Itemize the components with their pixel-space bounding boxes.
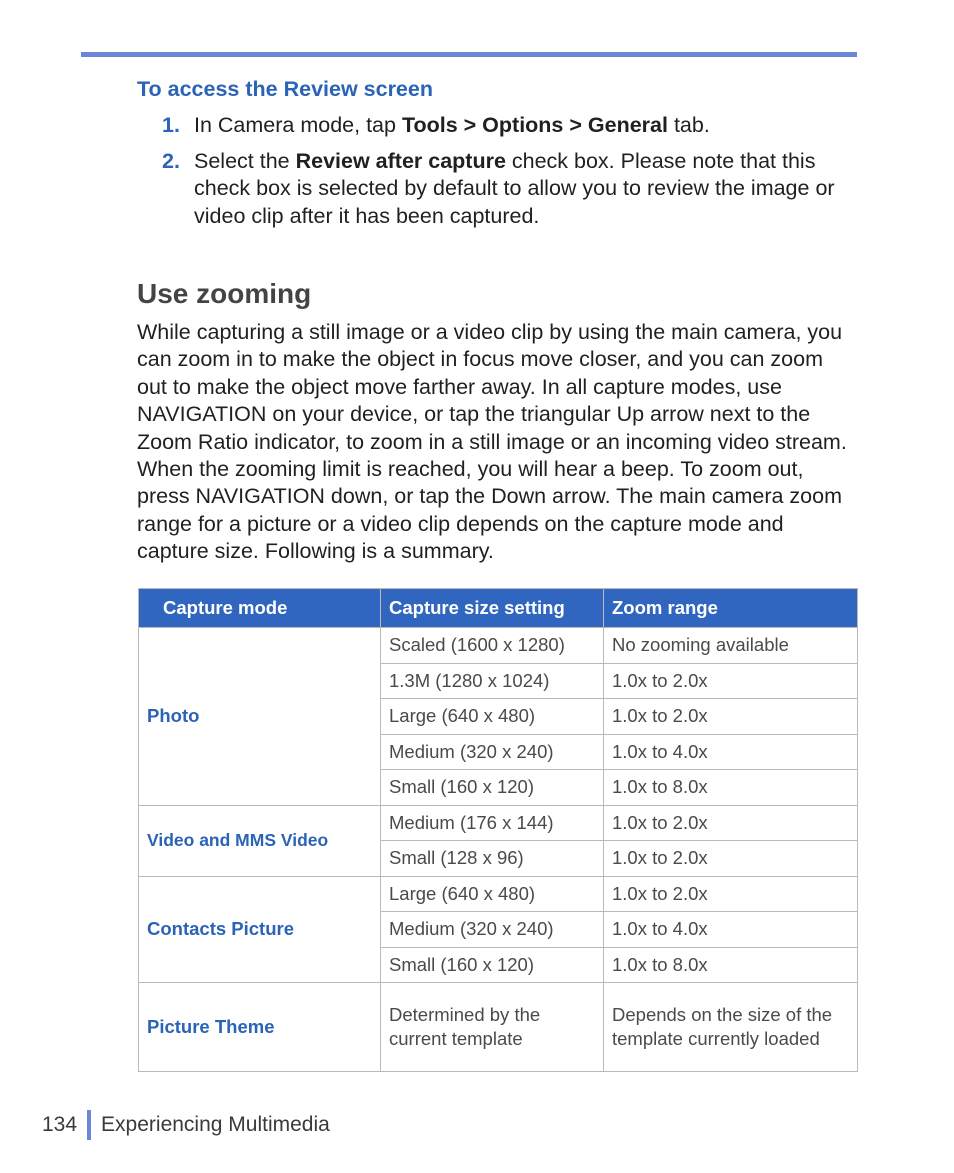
column-header: Capture size setting	[381, 589, 604, 628]
size-cell: Small (160 x 120)	[381, 947, 604, 983]
step-text: check box. Please note that this check box is selected by default to allow you to review the image or video clip after it has been captured.	[194, 148, 835, 228]
steps-list	[160, 112, 860, 238]
zoom-cell: 1.0x to 2.0x	[604, 699, 858, 735]
step-number: 2.	[162, 148, 180, 173]
table-row	[139, 983, 858, 1072]
zoom-cell: 1.0x to 4.0x	[604, 912, 858, 948]
capture-mode-cell: Contacts Picture	[139, 876, 381, 983]
step-text: tab.	[667, 113, 710, 137]
size-cell: Large (640 x 480)	[381, 699, 604, 735]
size-cell: 1.3M (1280 x 1024)	[381, 663, 604, 699]
step-bold: Tools > Options > General	[401, 113, 668, 137]
column-header: Capture mode	[139, 589, 381, 628]
zoom-cell: Depends on the size of the template currently loaded	[604, 983, 858, 1072]
top-rule	[81, 52, 857, 57]
table-row	[139, 876, 858, 912]
capture-mode-cell: Video and MMS Video	[139, 805, 381, 876]
section-title: Use zooming	[137, 278, 312, 309]
step-text: Select the	[194, 148, 296, 173]
zoom-cell: 1.0x to 2.0x	[604, 805, 858, 841]
size-cell: Small (160 x 120)	[381, 770, 604, 806]
subheading: To access the Review screen	[137, 77, 433, 101]
size-cell: Large (640 x 480)	[381, 876, 604, 912]
body-paragraph: While capturing a still image or a video clip by using the main camera, you can zoom in to make the object in focus move closer, and you can zoom out to make the object move farther away. In all capture modes, use NAVIGATION on your device, or tap the triangular Up arrow next to the Zoom Ratio indicator, to zoom in a still image or an incoming video stream. When the zooming limit is reached, you will hear a beep. To zoom out, press NAVIGATION down, or tap the Down arrow. The main camera zoom range for a picture or a video clip depends on the capture mode and capture size. Following is a summary.	[137, 320, 847, 564]
zoom-cell: 1.0x to 2.0x	[604, 841, 858, 877]
zoom-cell: 1.0x to 2.0x	[604, 663, 858, 699]
step-text: In Camera mode, tap	[194, 113, 402, 137]
table-header-row	[139, 589, 858, 628]
size-cell: Medium (320 x 240)	[381, 734, 604, 770]
zoom-cell: 1.0x to 8.0x	[604, 947, 858, 983]
step-bold: Review after capture	[295, 148, 506, 173]
zoom-range-table	[138, 588, 858, 1072]
table-row	[139, 628, 858, 664]
size-cell: Determined by the current template	[381, 983, 604, 1072]
size-cell: Medium (320 x 240)	[381, 912, 604, 948]
column-header: Zoom range	[604, 589, 858, 628]
step-item	[160, 112, 860, 140]
step-number: 1.	[162, 113, 180, 137]
size-cell: Scaled (1600 x 1280)	[381, 628, 604, 664]
zoom-cell: 1.0x to 8.0x	[604, 770, 858, 806]
zoom-cell: 1.0x to 4.0x	[604, 734, 858, 770]
footer-section: Experiencing Multimedia	[101, 1113, 330, 1136]
zoom-cell: 1.0x to 2.0x	[604, 876, 858, 912]
step-item	[160, 148, 860, 231]
footer-divider	[87, 1110, 91, 1140]
size-cell: Medium (176 x 144)	[381, 805, 604, 841]
page-number: 134	[42, 1113, 78, 1136]
size-cell: Small (128 x 96)	[381, 841, 604, 877]
capture-mode-cell: Picture Theme	[139, 983, 381, 1072]
capture-mode-cell: Photo	[139, 628, 381, 806]
page-footer	[42, 1110, 330, 1140]
zoom-cell: No zooming available	[604, 628, 858, 664]
table-row	[139, 805, 858, 841]
